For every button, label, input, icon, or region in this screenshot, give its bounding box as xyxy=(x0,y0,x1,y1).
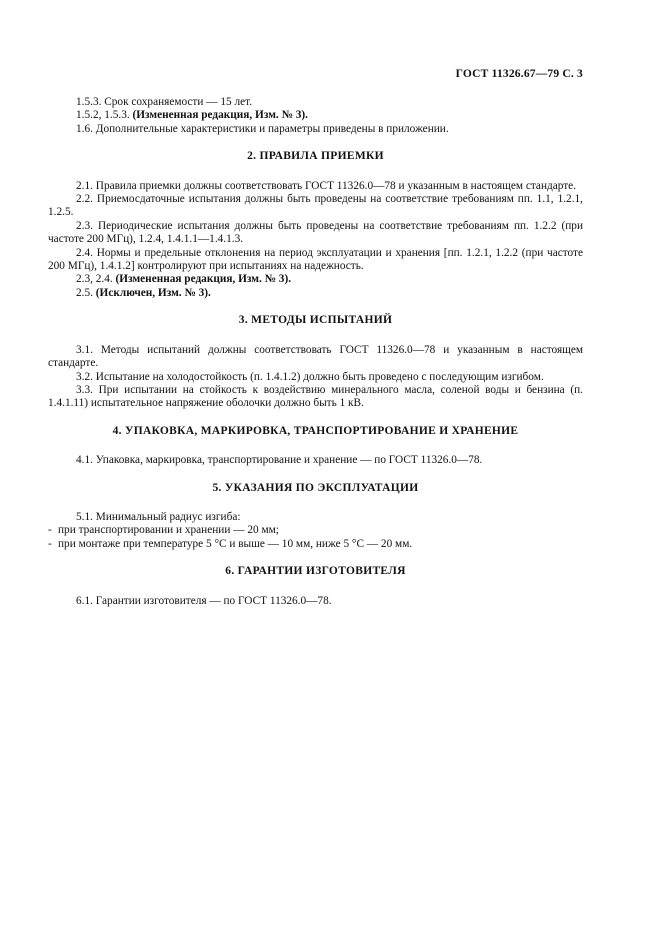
clause-number: 3.1. xyxy=(76,343,93,356)
clause-text: Испытание на холодостойкость (п. 1.4.1.2) должно быть проведено с последующим изгибом. xyxy=(95,370,544,383)
paragraph-2-amend xyxy=(48,273,583,286)
clause-text: Дополнительные характеристики и параметры приведены в приложении. xyxy=(95,122,449,135)
section-heading-6: 6. ГАРАНТИИ ИЗГОТОВИТЕЛЯ xyxy=(225,565,406,578)
clause-number: 2.3, 2.4. xyxy=(76,273,113,286)
document-body xyxy=(48,96,583,608)
paragraph-2-1 xyxy=(48,180,583,193)
list-item-dash: - при монтаже при температуре 5 °С и выше — 10 мм, ниже 5 °С — 20 мм. xyxy=(48,537,413,550)
list-item-dash: - при транспортировании и хранении — 20 мм; xyxy=(48,524,279,537)
clause-number: 2.4. xyxy=(76,246,93,259)
clause-number: 1.6. xyxy=(76,122,93,135)
clause-number: 2.3. xyxy=(76,219,93,232)
paragraph-3-3 xyxy=(48,384,583,411)
paragraph-6-1 xyxy=(48,595,583,608)
clause-text: При испытании на стойкость к воздействию минерального масла, соленой воды и бензина (п. 1.4.1.11) испытательное напряжение оболочки должно быть 1 кВ. xyxy=(48,383,583,410)
paragraph-1-5-amend xyxy=(48,109,583,122)
clause-number: 2.1. xyxy=(76,179,93,192)
amendment-note: (Исключен, Изм. № 3). xyxy=(95,286,211,299)
paragraph-2-3 xyxy=(48,220,583,247)
paragraph-5-1 xyxy=(48,511,583,524)
clause-number: 1.5.2, 1.5.3. xyxy=(76,109,130,122)
clause-number: 1.5.3. xyxy=(76,96,102,108)
clause-text: Периодические испытания должны быть проведены на соответствие требованиям пп. 1.2.2 (при частоте 200 МГц), 1.2.4, 1.4.1.1—1.4.1.3. xyxy=(48,219,584,246)
list-item-text: при транспортировании и хранении — 20 мм; xyxy=(58,524,279,537)
paragraph-3-2 xyxy=(48,371,583,384)
clause-number: 2.5. xyxy=(76,286,93,299)
clause-number: 2.2. xyxy=(76,193,93,206)
section-heading-2: 2. ПРАВИЛА ПРИЕМКИ xyxy=(247,150,384,163)
paragraph-1-6 xyxy=(48,123,583,136)
clause-number: 5.1. xyxy=(76,510,93,523)
paragraph-2-2 xyxy=(48,193,583,220)
clause-text: Приемосдаточные испытания должны быть проведены на соответствие требованиям пп. 1.1, 1.2.1, 1.2.5. xyxy=(48,193,583,219)
page-header: ГОСТ 11326.67—79 С. 3 xyxy=(455,68,583,80)
paragraph-2-4 xyxy=(48,247,583,274)
paragraph-1-5-3 xyxy=(48,96,583,109)
clause-text: Методы испытаний должны соответствовать ГОСТ 11326.0—78 и указанным в настоящем стандарте. xyxy=(48,343,583,370)
clause-number: 3.2. xyxy=(76,370,93,383)
section-heading-3: 3. МЕТОДЫ ИСПЫТАНИЙ xyxy=(238,314,393,327)
amendment-note: (Измененная редакция, Изм. № 3). xyxy=(132,109,308,122)
clause-text: Минимальный радиус изгиба: xyxy=(95,510,241,523)
paragraph-3-1 xyxy=(48,344,583,371)
clause-number: 6.1. xyxy=(76,594,93,607)
paragraph-2-5 xyxy=(48,287,583,300)
clause-text: Правила приемки должны соответствовать ГОСТ 11326.0—78 и указанным в настоящем стандарте. xyxy=(95,179,577,192)
clause-text: Нормы и предельные отклонения на период эксплуатации и хранения [пп. 1.2.1, 1.2.2 (при частоте 200 МГц), 1.4.1.2] контролируют при испытаниях на надежность. xyxy=(48,246,584,273)
clause-number: 3.3. xyxy=(76,383,93,396)
section-heading-4: 4. УПАКОВКА, МАРКИРОВКА, ТРАНСПОРТИРОВАНИЕ И ХРАНЕНИЕ xyxy=(112,424,519,437)
section-heading-5: 5. УКАЗАНИЯ ПО ЭКСПЛУАТАЦИИ xyxy=(212,481,419,494)
list-item-text: при монтаже при температуре 5 °С и выше — 10 мм, ниже 5 °С — 20 мм. xyxy=(58,537,413,550)
clause-text: Срок сохраняемости — 15 лет. xyxy=(104,96,253,108)
amendment-note: (Измененная редакция, Изм. № 3). xyxy=(115,273,292,286)
clause-text: Гарантии изготовителя — по ГОСТ 11326.0—78. xyxy=(95,594,332,607)
clause-text: Упаковка, маркировка, транспортирование и хранение — по ГОСТ 11326.0—78. xyxy=(95,454,483,467)
clause-number: 4.1. xyxy=(76,454,93,467)
paragraph-4-1 xyxy=(48,454,583,467)
